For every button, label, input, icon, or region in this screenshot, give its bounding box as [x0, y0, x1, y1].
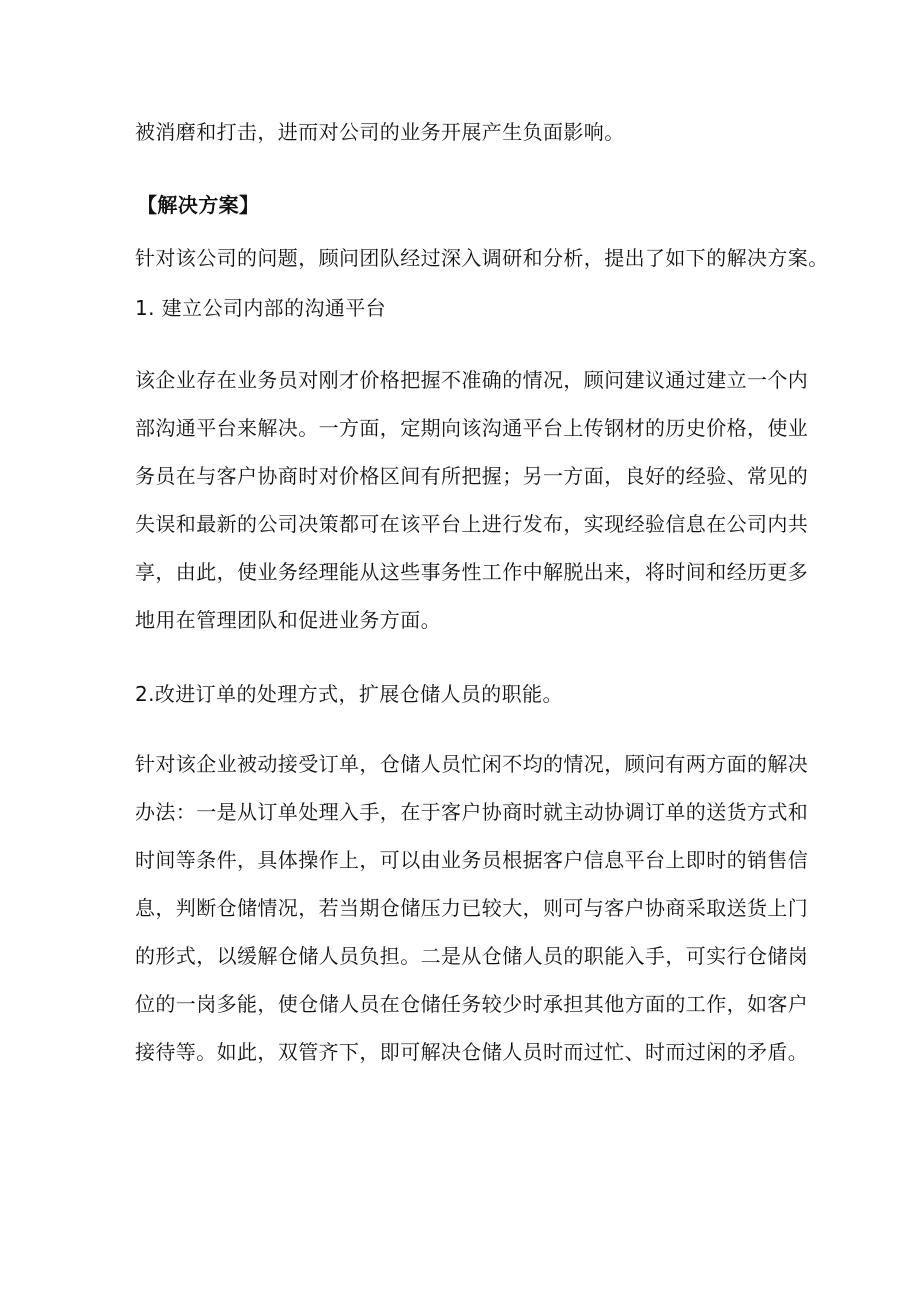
- item1-line: 享，由此，使业务经理能从这些事务性工作中解脱出来，将时间和经历更多: [135, 560, 809, 584]
- item2-line: 的形式，以缓解仓储人员负担。二是从仓储人员的职能入手，可实行仓储岗: [135, 944, 809, 968]
- item2-line: 位的一岗多能，使仓储人员在仓储任务较少时承担其他方面的工作，如客户: [135, 992, 809, 1016]
- item2-line: 针对该企业被动接受订单，仓储人员忙闲不均的情况，顾问有两方面的解决: [135, 752, 809, 776]
- item1-line: 失误和最新的公司决策都可在该平台上进行发布，实现经验信息在公司内共: [135, 512, 809, 536]
- item1-line: 务员在与客户协商时对价格区间有所把握；另一方面，良好的经验、常见的: [135, 464, 809, 488]
- item2-line: 时间等条件，具体操作上，可以由业务员根据客户信息平台上即时的销售信: [135, 848, 809, 872]
- item2-line: 息，判断仓储情况，若当期仓储压力已较大，则可与客户协商采取送货上门: [135, 896, 809, 920]
- item2-line: 办法：一是从订单处理入手，在于客户协商时就主动协调订单的送货方式和: [135, 800, 809, 824]
- item1-title: 1. 建立公司内部的沟通平台: [135, 296, 387, 320]
- item2-line: 接待等。如此，双管齐下，即可解决仓储人员时而过忙、时而过闲的矛盾。: [135, 1040, 809, 1064]
- item1-line: 部沟通平台来解决。一方面，定期向该沟通平台上传钢材的历史价格，使业: [135, 416, 809, 440]
- item1-line: 地用在管理团队和促进业务方面。: [135, 608, 441, 632]
- paragraph-lead: 针对该公司的问题，顾问团队经过深入调研和分析，提出了如下的解决方案。: [135, 246, 829, 270]
- item2-title: 2.改进订单的处理方式，扩展仓储人员的职能。: [135, 682, 563, 706]
- paragraph-intro-tail: 被消磨和打击，进而对公司的业务开展产生负面影响。: [135, 120, 625, 144]
- section-heading: 【解决方案】: [137, 193, 260, 217]
- item1-line: 该企业存在业务员对刚才价格把握不准确的情况，顾问建议通过建立一个内: [135, 368, 809, 392]
